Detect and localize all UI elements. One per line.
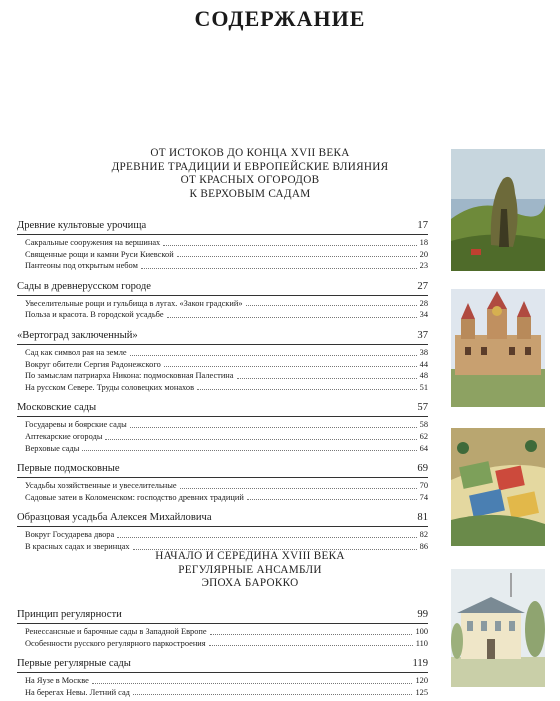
chapter-entry xyxy=(17,608,428,622)
dot-leader xyxy=(247,498,417,500)
chapter-divider xyxy=(17,295,428,296)
chapter-entry xyxy=(17,657,428,671)
subsection-title: Сакральные сооружения на вершинах xyxy=(25,238,161,247)
part-header-line: ОТ КРАСНЫХ ОГОРОДОВ xyxy=(180,174,320,187)
subsection-entry xyxy=(17,237,428,249)
chapter-divider xyxy=(17,416,428,417)
subsection-entry xyxy=(17,419,428,431)
subsection-page: 64 xyxy=(419,443,428,453)
subsection-title: Сад как символ рая на земле xyxy=(25,347,127,357)
chapter-title: Первые регулярные сады xyxy=(17,658,131,670)
subsection-entry xyxy=(17,638,428,650)
leader-space xyxy=(99,411,414,412)
dot-leader xyxy=(130,426,417,428)
chapter-title: Древние культовые урочища xyxy=(17,220,147,231)
chapter-entry xyxy=(17,462,428,476)
chapter-title: Московские сады xyxy=(17,402,97,414)
chapter-page: 69 xyxy=(417,463,428,475)
subsection-page: 23 xyxy=(419,261,428,271)
subsection-entry xyxy=(17,687,428,699)
subsection-title: Аптекарские огороды xyxy=(25,431,103,441)
chapter-page: 27 xyxy=(417,280,428,292)
chapter-title: Принцип регулярности xyxy=(17,609,122,620)
subsection-page: 62 xyxy=(419,431,428,441)
subsection-title: Верховые сады xyxy=(25,443,80,453)
chapter-page: 37 xyxy=(417,329,428,341)
chapter-title: Сады в древнерусском городе xyxy=(17,280,152,292)
page-title: СОДЕРЖАНИЕ xyxy=(194,6,366,31)
subsection-page: 110 xyxy=(415,638,428,648)
subsection-entry xyxy=(17,675,428,687)
subsection-page: 82 xyxy=(419,530,428,540)
subsection-page: 70 xyxy=(419,481,428,491)
chapter-entry xyxy=(17,280,428,294)
leader-space xyxy=(134,667,410,668)
subsection-title: Ренессансные и барочные сады в Западной Европе xyxy=(25,627,207,636)
toc-chapter xyxy=(17,219,428,272)
subsection-title: Вокруг обители Сергия Радонежского xyxy=(25,359,161,369)
subsection-page: 86 xyxy=(419,541,428,551)
dot-leader xyxy=(133,693,413,695)
subsection-entry xyxy=(17,298,428,310)
dot-leader xyxy=(177,255,417,257)
dot-leader xyxy=(210,633,413,635)
chapter-entry xyxy=(17,329,428,343)
dot-leader xyxy=(82,449,416,451)
subsection-entry xyxy=(17,260,428,272)
dot-leader xyxy=(180,487,417,489)
subsection-title: Польза и красота. В городской усадьбе xyxy=(25,310,164,320)
dot-leader xyxy=(163,244,416,246)
part-header-line: К ВЕРХОВЫМ САДАМ xyxy=(189,187,311,200)
palace-icon xyxy=(451,569,545,687)
architecture-icon xyxy=(451,289,545,407)
toc-chapter xyxy=(17,329,428,393)
subsection-entry xyxy=(17,492,428,504)
subsection-page: 58 xyxy=(419,420,428,430)
subsection-title: На Яузе в Москве xyxy=(25,676,89,686)
chapter-divider xyxy=(17,344,428,345)
subsection-title: Вокруг Государева двора xyxy=(25,530,115,540)
part-1-header xyxy=(90,147,410,201)
subsection-page: 44 xyxy=(419,359,428,369)
subsection-entry xyxy=(17,480,428,492)
subsection-page: 48 xyxy=(419,371,428,381)
dot-leader xyxy=(141,267,417,269)
dot-leader xyxy=(246,304,417,306)
subsection-entry xyxy=(17,443,428,455)
part-header-line: ДРЕВНИЕ ТРАДИЦИИ И ЕВРОПЕЙСКИЕ ВЛИЯНИЯ xyxy=(111,160,389,173)
subsection-title: По замыслам патриарха Никона: подмосковная Палестина xyxy=(25,371,234,381)
subsection-title: Пантеоны под открытым небом xyxy=(25,261,138,271)
dot-leader xyxy=(164,365,417,367)
part-header-line: ЭПОХА БАРОККО xyxy=(201,577,299,590)
chapter-title: «Вертоград заключенный» xyxy=(17,329,138,341)
leader-space xyxy=(215,521,415,522)
chapter-page: 17 xyxy=(417,220,428,231)
leader-space xyxy=(154,290,414,291)
part-header-line: ОТ ИСТОКОВ ДО КОНЦА XVII ВЕКА xyxy=(150,147,350,159)
subsection-page: 125 xyxy=(415,687,428,697)
subsection-page: 38 xyxy=(419,347,428,357)
subsection-entry xyxy=(17,359,428,371)
chapter-divider xyxy=(17,477,428,478)
leader-space xyxy=(125,618,415,619)
subsection-title: Священные рощи и камни Руси Киевской xyxy=(25,249,174,259)
subsection-page: 34 xyxy=(419,310,428,320)
chapter-entry xyxy=(17,219,428,233)
subsection-title: На берегах Невы. Летний сад xyxy=(25,687,130,697)
subsection-entry xyxy=(17,249,428,261)
chapter-entry xyxy=(17,511,428,525)
dot-leader xyxy=(130,354,417,356)
subsection-entry xyxy=(17,309,428,321)
chapter-page: 99 xyxy=(417,609,428,620)
subsection-page: 28 xyxy=(419,298,428,308)
chapter-divider xyxy=(17,623,428,624)
dot-leader xyxy=(117,536,416,538)
leader-space xyxy=(123,472,415,473)
dot-leader xyxy=(237,377,417,379)
toc-chapter xyxy=(17,401,428,454)
subsection-page: 100 xyxy=(415,627,428,636)
dot-leader xyxy=(197,388,417,390)
subsection-title: Особенности русского регулярного паркостроения xyxy=(25,638,206,648)
subsection-page: 74 xyxy=(419,492,428,502)
subsection-title: Садовые затеи в Коломенском: господство древних традиций xyxy=(25,492,244,502)
chapter-title: Образцовая усадьба Алексея Михайловича xyxy=(17,512,212,524)
subsection-entry xyxy=(17,626,428,638)
chapter-title: Первые подмосковные xyxy=(17,463,120,475)
dot-leader xyxy=(167,316,417,318)
subsection-entry xyxy=(17,382,428,394)
leader-space xyxy=(141,339,415,340)
subsection-page: 20 xyxy=(419,249,428,259)
subsection-page: 120 xyxy=(415,676,428,686)
toc-chapter xyxy=(17,657,428,698)
chapter-entry xyxy=(17,401,428,415)
subsection-entry xyxy=(17,431,428,443)
chapter-page: 81 xyxy=(417,512,428,524)
subsection-page: 18 xyxy=(419,238,428,247)
dot-leader xyxy=(209,644,413,646)
toc-chapter xyxy=(17,280,428,321)
subsection-title: В красных садах и зверинцах xyxy=(25,541,130,551)
leader-space xyxy=(149,229,414,230)
subsection-page: 51 xyxy=(419,382,428,392)
dot-leader xyxy=(92,682,413,684)
chapter-divider xyxy=(17,234,428,235)
chapter-page: 119 xyxy=(412,658,428,670)
subsection-entry xyxy=(17,347,428,359)
subsection-entry xyxy=(17,370,428,382)
painting-icon xyxy=(451,149,545,271)
subsection-title: На русском Севере. Труды соловецких монахов xyxy=(25,382,195,392)
part-header-line: НАЧАЛО И СЕРЕДИНА XVIII ВЕКА xyxy=(155,550,345,562)
toc-chapter xyxy=(17,462,428,503)
part-2-contents xyxy=(17,608,428,698)
toc-chapter xyxy=(17,511,428,552)
garden-map-icon xyxy=(451,428,545,546)
chapter-divider xyxy=(17,526,428,527)
part-1-contents xyxy=(17,219,428,553)
dot-leader xyxy=(105,438,416,440)
subsection-title: Государевы и боярские сады xyxy=(25,420,127,430)
part-2-header xyxy=(90,550,410,591)
toc-chapter xyxy=(17,608,428,649)
subsection-title: Усадьбы хозяйственные и увеселительные xyxy=(25,481,177,491)
chapter-page: 57 xyxy=(417,402,428,414)
part-header-line: РЕГУЛЯРНЫЕ АНСАМБЛИ xyxy=(178,563,322,576)
subsection-title: Увеселительные рощи и гульбища в лугах. «Закон градский» xyxy=(25,298,243,308)
chapter-divider xyxy=(17,672,428,673)
subsection-entry xyxy=(17,529,428,541)
